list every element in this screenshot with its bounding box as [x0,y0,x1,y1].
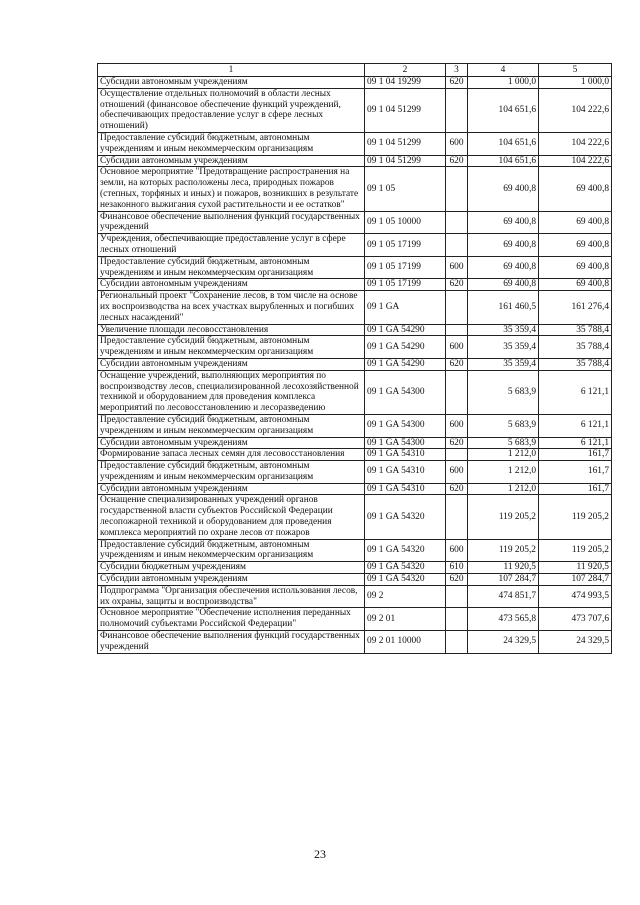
cell-vr [446,234,468,257]
cell-name: Финансовое обеспечение выполнения функций государственных учреждений [98,631,365,654]
cell-amount-2: 104 222,6 [539,155,612,167]
cell-code: 09 1 05 17199 [365,279,446,291]
cell-code: 09 1 GA 54320 [365,495,446,539]
cell-code: 09 2 01 10000 [365,631,446,654]
cell-amount-1: 35 359,4 [468,358,539,370]
cell-code: 09 1 GA 54290 [365,324,446,336]
cell-amount-2: 161,7 [539,483,612,495]
cell-amount-1: 69 400,8 [468,211,539,234]
cell-vr: 620 [446,77,468,89]
table-row [98,437,612,449]
table-row [98,483,612,495]
cell-amount-1: 35 359,4 [468,336,539,359]
cell-amount-1: 69 400,8 [468,256,539,279]
cell-amount-1: 104 651,6 [468,155,539,167]
cell-vr [446,495,468,539]
cell-name: Формирование запаса лесных семян для лесовосстановления [98,449,365,461]
cell-vr: 600 [446,461,468,484]
cell-amount-2: 1 000,0 [539,77,612,89]
cell-code: 09 1 GA [365,291,446,324]
cell-amount-1: 474 851,7 [468,585,539,608]
cell-vr [446,449,468,461]
table-row [98,211,612,234]
cell-vr: 600 [446,132,468,155]
cell-name: Субсидии автономным учреждениям [98,279,365,291]
cell-code: 09 1 GA 54310 [365,449,446,461]
cell-code: 09 1 GA 54300 [365,370,446,414]
cell-amount-2: 35 788,4 [539,324,612,336]
cell-amount-2: 474 993,5 [539,585,612,608]
table-row [98,167,612,211]
header-cell-name: 1 [98,64,365,77]
table-row [98,414,612,437]
table-row [98,155,612,167]
cell-vr: 620 [446,483,468,495]
cell-amount-1: 35 359,4 [468,324,539,336]
cell-vr [446,167,468,211]
cell-vr: 600 [446,256,468,279]
cell-amount-2: 161,7 [539,449,612,461]
cell-amount-1: 1 212,0 [468,483,539,495]
table-row [98,539,612,562]
cell-name: Предоставление субсидий бюджетным, автономным учреждениям и иным некоммерческим организациям [98,336,365,359]
cell-amount-2: 69 400,8 [539,256,612,279]
table-row [98,256,612,279]
cell-name: Финансовое обеспечение выполнения функций государственных учреждений [98,211,365,234]
cell-code: 09 1 GA 54320 [365,574,446,586]
cell-name: Предоставление субсидий бюджетным, автономным учреждениям и иным некоммерческим организациям [98,539,365,562]
table-row [98,495,612,539]
cell-vr [446,585,468,608]
table-row [98,461,612,484]
page-number: 23 [314,847,326,861]
cell-name: Субсидии автономным учреждениям [98,77,365,89]
cell-code: 09 1 05 10000 [365,211,446,234]
cell-name: Увеличение площади лесовосстановления [98,324,365,336]
cell-amount-2: 35 788,4 [539,336,612,359]
cell-amount-2: 6 121,1 [539,370,612,414]
cell-amount-1: 107 284,7 [468,574,539,586]
cell-amount-1: 119 205,2 [468,539,539,562]
cell-amount-1: 5 683,9 [468,370,539,414]
header-cell-vr: 3 [446,64,468,77]
cell-vr: 600 [446,539,468,562]
cell-vr: 620 [446,155,468,167]
cell-code: 09 1 GA 54310 [365,483,446,495]
cell-code: 09 1 04 19299 [365,77,446,89]
cell-vr: 600 [446,414,468,437]
cell-vr [446,608,468,631]
cell-code: 09 1 GA 54290 [365,358,446,370]
cell-name: Предоставление субсидий бюджетным, автономным учреждениям и иным некоммерческим организациям [98,414,365,437]
cell-name: Подпрограмма "Организация обеспечения использования лесов, их охраны, защиты и воспроизводства" [98,585,365,608]
cell-name: Предоставление субсидий бюджетным, автономным учреждениям и иным некоммерческим организациям [98,461,365,484]
cell-vr [446,370,468,414]
cell-name: Субсидии автономным учреждениям [98,483,365,495]
cell-vr [446,211,468,234]
header-cell-amount-2: 5 [539,64,612,77]
cell-amount-1: 5 683,9 [468,414,539,437]
cell-amount-1: 473 565,8 [468,608,539,631]
cell-vr [446,631,468,654]
cell-amount-1: 161 460,5 [468,291,539,324]
cell-amount-1: 24 329,5 [468,631,539,654]
table-row [98,358,612,370]
table-row [98,234,612,257]
cell-name: Субсидии автономным учреждениям [98,574,365,586]
cell-name: Субсидии автономным учреждениям [98,437,365,449]
table-row [98,279,612,291]
cell-amount-2: 119 205,2 [539,539,612,562]
cell-amount-2: 69 400,8 [539,211,612,234]
cell-vr [446,88,468,132]
cell-code: 09 1 05 [365,167,446,211]
cell-code: 09 1 05 17199 [365,234,446,257]
cell-amount-2: 35 788,4 [539,358,612,370]
table-row [98,324,612,336]
cell-amount-2: 6 121,1 [539,437,612,449]
cell-amount-2: 161 276,4 [539,291,612,324]
cell-name: Осуществление отдельных полномочий в области лесных отношений (финансовое обеспечение функций учреждений, обеспечивающих предоставление услуг в сфере лесных отношений) [98,88,365,132]
cell-amount-2: 11 920,5 [539,562,612,574]
table-row [98,585,612,608]
cell-amount-2: 6 121,1 [539,414,612,437]
cell-name: Региональный проект "Сохранение лесов, в том числе на основе их воспроизводства на всех участках вырубленных и погибших лесных насаждений" [98,291,365,324]
cell-code: 09 1 GA 54320 [365,562,446,574]
cell-code: 09 1 04 51299 [365,155,446,167]
cell-name: Оснащение учреждений, выполняющих мероприятия по воспроизводству лесов, специализированной лесохозяйственной техникой и оборудованием для проведения комплекса мероприятий по лесовосстановлению и лесоразведению [98,370,365,414]
table-row [98,449,612,461]
cell-code: 09 1 05 17199 [365,256,446,279]
cell-name: Субсидии бюджетным учреждениям [98,562,365,574]
budget-table [97,63,612,654]
cell-code: 09 1 GA 54310 [365,461,446,484]
table-row [98,370,612,414]
cell-amount-2: 69 400,8 [539,167,612,211]
cell-amount-2: 24 329,5 [539,631,612,654]
cell-vr: 620 [446,358,468,370]
cell-amount-1: 5 683,9 [468,437,539,449]
cell-name: Субсидии автономным учреждениям [98,155,365,167]
cell-amount-1: 1 212,0 [468,461,539,484]
table-row [98,631,612,654]
cell-vr: 610 [446,562,468,574]
cell-vr: 620 [446,437,468,449]
cell-amount-2: 104 222,6 [539,132,612,155]
table-row [98,574,612,586]
cell-code: 09 2 [365,585,446,608]
cell-name: Учреждения, обеспечивающие предоставление услуг в сфере лесных отношений [98,234,365,257]
cell-vr [446,291,468,324]
cell-amount-1: 11 920,5 [468,562,539,574]
cell-name: Субсидии автономным учреждениям [98,358,365,370]
header-cell-code: 2 [365,64,446,77]
cell-name: Предоставление субсидий бюджетным, автономным учреждениям и иным некоммерческим организациям [98,256,365,279]
cell-name: Основное мероприятие "Предотвращение распространения на земли, на которых расположены леса, природных пожаров (степных, торфяных и иных) и пожаров, возникших в результате незаконного выжигания сухой растительности и ее остатков" [98,167,365,211]
table-row [98,88,612,132]
table-row [98,562,612,574]
table-header-row [98,64,612,77]
table-row [98,336,612,359]
table-row [98,608,612,631]
cell-code: 09 1 GA 54300 [365,437,446,449]
cell-amount-2: 473 707,6 [539,608,612,631]
cell-amount-2: 161,7 [539,461,612,484]
cell-code: 09 1 04 51299 [365,132,446,155]
cell-amount-1: 119 205,2 [468,495,539,539]
cell-name: Оснащение специализированных учреждений органов государственной власти субъектов Российской Федерации лесопожарной техникой и оборудованием для проведения комплекса мероприятий по охране лесов от пожаров [98,495,365,539]
table-row [98,132,612,155]
cell-code: 09 1 04 51299 [365,88,446,132]
cell-amount-2: 69 400,8 [539,234,612,257]
cell-vr [446,324,468,336]
cell-code: 09 1 GA 54300 [365,414,446,437]
cell-amount-1: 69 400,8 [468,279,539,291]
cell-amount-2: 119 205,2 [539,495,612,539]
cell-name: Предоставление субсидий бюджетным, автономным учреждениям и иным некоммерческим организациям [98,132,365,155]
cell-amount-2: 69 400,8 [539,279,612,291]
cell-amount-1: 104 651,6 [468,132,539,155]
cell-code: 09 1 GA 54320 [365,539,446,562]
cell-vr: 620 [446,279,468,291]
cell-amount-1: 104 651,6 [468,88,539,132]
cell-code: 09 2 01 [365,608,446,631]
cell-vr: 620 [446,574,468,586]
cell-amount-1: 69 400,8 [468,167,539,211]
cell-vr: 600 [446,336,468,359]
header-cell-amount-1: 4 [468,64,539,77]
cell-amount-1: 1 212,0 [468,449,539,461]
cell-amount-1: 69 400,8 [468,234,539,257]
cell-name: Основное мероприятие "Обеспечение исполнения переданных полномочий субъектами Российской Федерации" [98,608,365,631]
budget-table-body [98,64,612,654]
cell-code: 09 1 GA 54290 [365,336,446,359]
table-row [98,291,612,324]
cell-amount-2: 104 222,6 [539,88,612,132]
table-row [98,77,612,89]
cell-amount-2: 107 284,7 [539,574,612,586]
cell-amount-1: 1 000,0 [468,77,539,89]
